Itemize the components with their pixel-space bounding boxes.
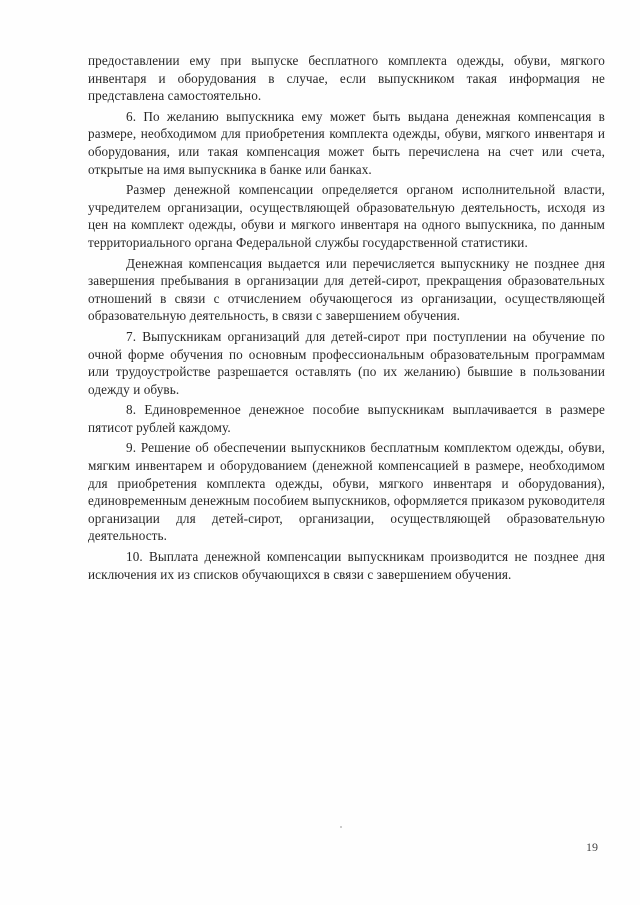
paragraph-item-8: 8. Единовременное денежное пособие выпускникам выплачивается в размере пятисот рублей каждому. (88, 402, 605, 435)
paragraph-continuation: предоставлении ему при выпуске бесплатного комплекта одежды, обуви, мягкого инвентаря и оборудования в случае, если выпускником такая информация не представлена самостоятельно. (88, 53, 605, 104)
document-body (88, 52, 605, 584)
paragraph-compensation-payment: Денежная компенсация выдается или перечисляется выпускнику не позднее дня завершения пребывания в организации для детей-сирот, прекращения образовательных отношений в связи с отчислением обучающегося из организации, осуществляющей образовательную деятельность, в связи с завершением обучения. (88, 255, 605, 324)
scan-artifact (340, 826, 342, 828)
paragraph-item-7: 7. Выпускникам организаций для детей-сирот при поступлении на обучение по очной форме обучения по основным профессиональным образовательным программам или трудоустройстве разрешается оставлять (по их желанию) бывшие в пользовании одежду и обувь. (88, 328, 605, 397)
paragraph-item-9: 9. Решение об обеспечении выпускников бесплатным комплектом одежды, обуви, мягким инвентарем и оборудованием (денежной компенсацией в размере, необходимом для приобретения комплекта одежды, обуви, мягкого инвентаря и оборудования), единовременным денежным пособием выпускников, оформляется приказом руководителя организации для детей-сирот, организации, осуществляющей образовательную деятельность. (88, 440, 605, 544)
paragraph-item-10: 10. Выплата денежной компенсации выпускникам производится не позднее дня исключения их из списков обучающихся в связи с завершением обучения. (88, 549, 605, 582)
paragraph-compensation-size: Размер денежной компенсации определяется органом исполнительной власти, учредителем организации, осуществляющей образовательную деятельность, исходя из цен на комплект одежды, обуви и мягкого инвентаря на одного выпускника, по данным территориального органа Федеральной службы государственной статистики. (88, 182, 605, 250)
page-number: 19 (586, 840, 598, 854)
paragraph-item-6: 6. По желанию выпускника ему может быть выдана денежная компенсация в размере, необходимом для приобретения комплекта одежды, обуви, мягкого инвентаря и оборудования, или такая компенсация может быть перечислена на счет или счета, открытые на имя выпускника в банке или банках. (88, 108, 605, 177)
